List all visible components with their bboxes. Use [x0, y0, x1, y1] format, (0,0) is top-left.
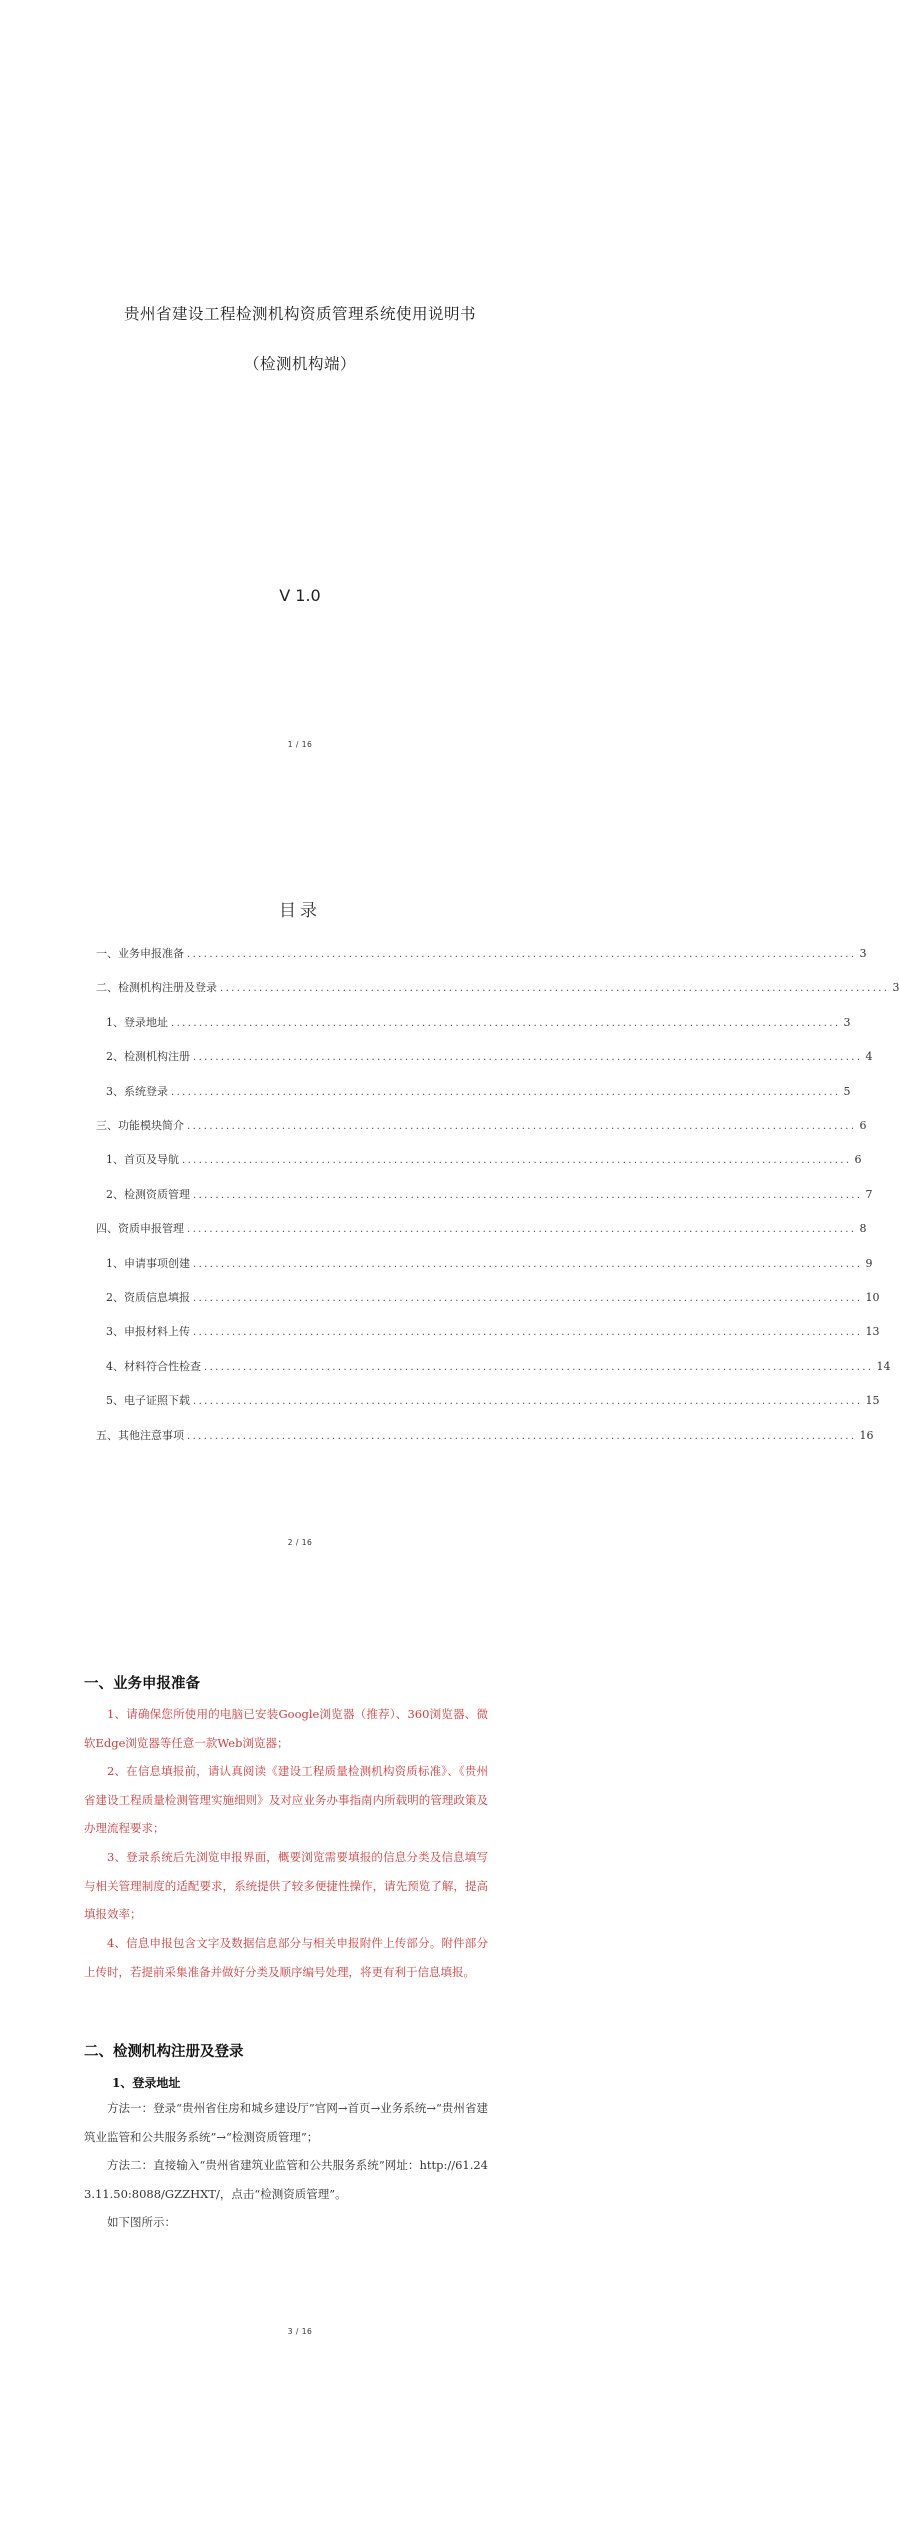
- toc-entry[interactable]: [96, 1220, 867, 1236]
- toc-entry-page: 5: [843, 1084, 851, 1098]
- toc-entry-page: 6: [854, 1153, 862, 1167]
- document-subtitle: （检测机构端）: [243, 355, 356, 373]
- toc-entry-label: 1、登录地址: [106, 1015, 168, 1029]
- toc-leader-dots: ........................................................................................................................: [193, 1327, 863, 1339]
- toc-leader-dots: ........................................................................................................................: [171, 1017, 841, 1029]
- toc-entry-page: 15: [865, 1394, 880, 1408]
- toc-entry-label: 1、首页及导航: [106, 1153, 179, 1167]
- toc-entry-label: 一、业务申报准备: [96, 947, 184, 960]
- toc-entry-page: 3: [859, 947, 867, 960]
- toc-leader-dots: ........................................................................................................................: [193, 1189, 863, 1201]
- toc-entry-page: 13: [865, 1325, 880, 1339]
- toc-entry-label: 3、系统登录: [106, 1084, 168, 1098]
- toc-entry[interactable]: [106, 1323, 880, 1339]
- page-number-2: 2 / 16: [287, 1538, 313, 1547]
- section-heading-1: 一、业务申报准备: [84, 1676, 200, 1692]
- toc-entry-label: 1、申请事项创建: [106, 1256, 190, 1270]
- toc-entry-label: 5、电子证照下载: [106, 1394, 190, 1408]
- prep-item-2: 2、在信息填报前，请认真阅读《建设工程质量检测机构资质标准》、《贵州省建设工程质量检测管理实施细则》及对应业务办事指南内所载明的管理政策及办理流程要求；: [84, 1764, 488, 1835]
- toc-entry-page: 14: [876, 1359, 891, 1373]
- toc-entry[interactable]: [106, 1048, 873, 1064]
- toc-leader-dots: ........................................................................................................................: [193, 1258, 863, 1270]
- page-number-3: 3 / 16: [287, 2327, 313, 2336]
- page-number-1: 1 / 16: [287, 740, 313, 749]
- toc-leader-dots: ........................................................................................................................: [187, 1430, 857, 1442]
- toc-entry-page: 7: [865, 1187, 873, 1201]
- toc-entry-label: 2、检测机构注册: [106, 1050, 190, 1064]
- toc-entry-page: 16: [859, 1428, 874, 1442]
- toc-entry-label: 4、材料符合性检查: [106, 1359, 201, 1373]
- login-method-2: 方法二：直接输入“贵州省建筑业监管和公共服务系统”网址：http://61.243.11.50:8088/GZZHXT/，点击“检测资质管理”。: [84, 2158, 488, 2201]
- toc-entry-label: 2、检测资质管理: [106, 1187, 190, 1201]
- toc-heading: 目录: [279, 901, 321, 921]
- toc-entry[interactable]: [96, 1427, 874, 1443]
- prep-item-3: 3、登录系统后先浏览申报界面，概要浏览需要填报的信息分类及信息填写与相关管理制度的适配要求，系统提供了较多便捷性操作，请先预览了解，提高填报效率；: [84, 1850, 488, 1921]
- toc-entry-page: 4: [865, 1050, 873, 1064]
- document-title: 贵州省建设工程检测机构资质管理系统使用说明书: [123, 305, 476, 323]
- toc-entry-page: 8: [859, 1222, 867, 1236]
- toc-entry[interactable]: [106, 1289, 880, 1305]
- toc-entry[interactable]: [106, 1392, 880, 1408]
- toc-leader-dots: ........................................................................................................................: [187, 1224, 857, 1236]
- prep-item-4: 4、信息申报包含文字及数据信息部分与相关申报附件上传部分。附件部分上传时，若提前采集准备并做好分类及顺序编号处理，将更有利于信息填报。: [84, 1936, 488, 1979]
- section-heading-2: 二、检测机构注册及登录: [84, 2044, 244, 2060]
- toc-entry-page: 3: [892, 981, 899, 995]
- figure-note: 如下图所示：: [107, 2215, 176, 2229]
- toc-entry-page: 9: [865, 1256, 873, 1270]
- toc-leader-dots: ........................................................................................................................: [171, 1086, 841, 1098]
- toc-entry[interactable]: [106, 1014, 851, 1030]
- toc-entry[interactable]: [106, 1083, 851, 1099]
- version-label: V 1.0: [279, 586, 321, 605]
- toc-entry[interactable]: [106, 1151, 862, 1167]
- toc-leader-dots: ........................................................................................................................: [193, 1396, 863, 1408]
- prep-item-1: 1、请确保您所使用的电脑已安装Google浏览器（推荐）、360浏览器、微软Edge浏览器等任意一款Web浏览器；: [84, 1707, 488, 1750]
- toc-leader-dots: ........................................................................................................................: [193, 1293, 863, 1304]
- toc-leader-dots: ........................................................................................................................: [204, 1361, 874, 1373]
- toc-entry-label: 四、资质申报管理: [96, 1222, 184, 1236]
- toc-entry-label: 五、其他注意事项: [96, 1428, 184, 1442]
- toc-entry-page: 10: [865, 1291, 880, 1304]
- subsection-heading-login-url: 1、登录地址: [112, 2076, 181, 2090]
- toc-entry[interactable]: [96, 1117, 867, 1133]
- toc-entry-label: 3、申报材料上传: [106, 1325, 190, 1339]
- toc-leader-dots: ........................................................................................................................: [187, 949, 857, 960]
- toc-entry-label: 二、检测机构注册及登录: [96, 981, 217, 995]
- toc-entry-label: 2、资质信息填报: [106, 1291, 190, 1304]
- toc-entry-label: 三、功能模块简介: [96, 1119, 184, 1132]
- toc-leader-dots: ........................................................................................................................: [182, 1155, 852, 1167]
- toc-leader-dots: ........................................................................................................................: [193, 1052, 863, 1064]
- toc-entry[interactable]: [96, 979, 899, 995]
- toc-entry[interactable]: [96, 945, 867, 961]
- toc-leader-dots: ........................................................................................................................: [220, 983, 890, 995]
- toc-leader-dots: ........................................................................................................................: [187, 1121, 857, 1132]
- toc-entry-page: 3: [843, 1015, 851, 1029]
- login-method-1: 方法一：登录“贵州省住房和城乡建设厅”官网→首页→业务系统→“贵州省建筑业监管和公共服务系统”→“检测资质管理”；: [84, 2101, 488, 2144]
- toc-entry-page: 6: [859, 1119, 867, 1132]
- toc-entry[interactable]: [106, 1255, 873, 1271]
- toc-entry[interactable]: [106, 1358, 891, 1374]
- toc-entry[interactable]: [106, 1186, 873, 1202]
